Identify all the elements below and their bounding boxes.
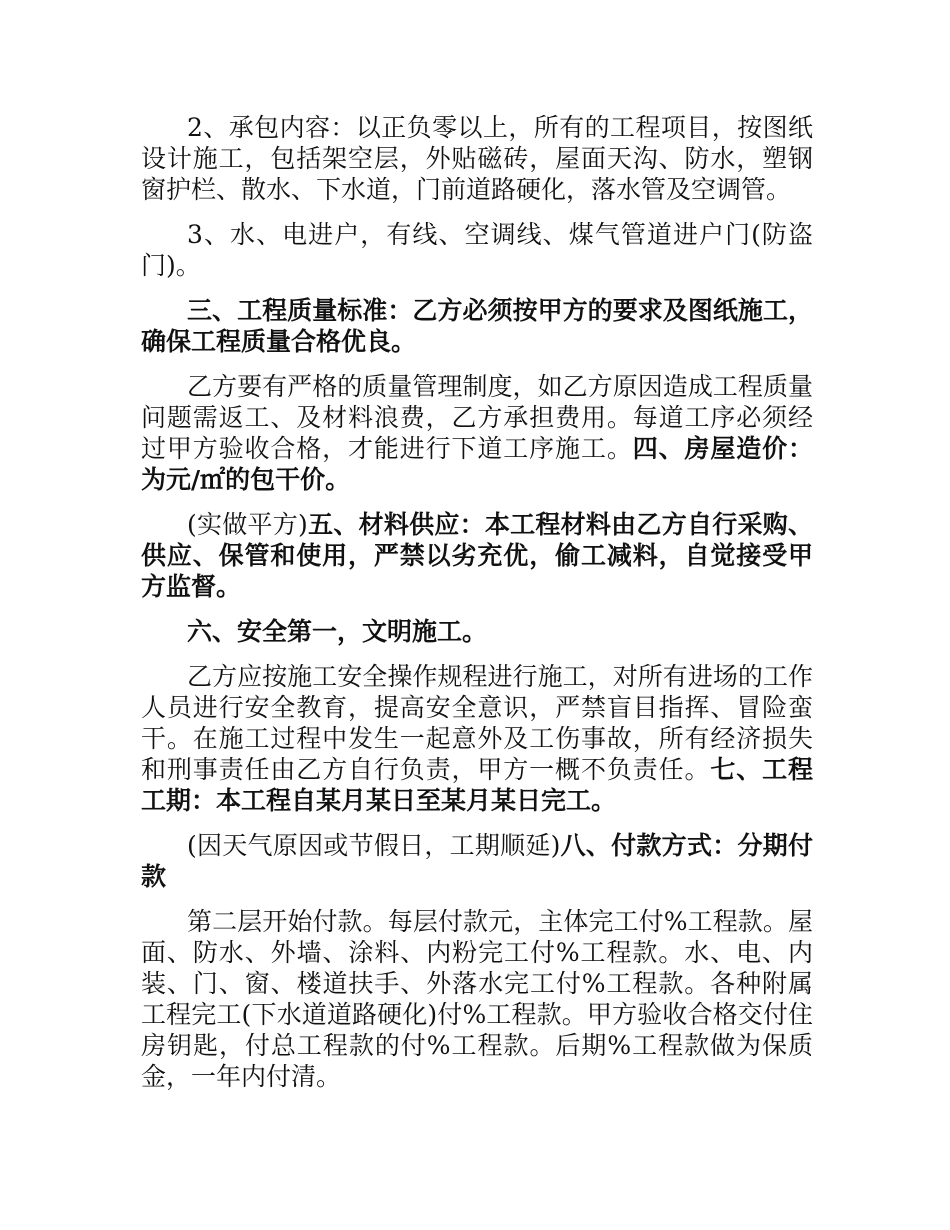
paragraph-quality-heading bbox=[141, 295, 813, 357]
section-heading: 五、材料供应：本工程材料由乙方自行采购、供应、保管和使用，严禁以劣充优，偷工减料，自觉接受甲方监督。 bbox=[141, 510, 813, 601]
text-segment: 乙方要有严格的质量管理制度，如乙方原因造成工程质量问题需返工、及材料浪费，乙方承担费用。每道工序必须经过甲方验收合格，才能进行下道工序施工。 bbox=[141, 372, 813, 463]
paragraph-materials bbox=[141, 509, 813, 602]
text-segment: 第二层开始付款。每层付款元，主体完工付%工程款。屋面、防水、外墙、涂料、内粉完工付%工程款。水、电、内装、门、窗、楼道扶手、外落水完工付%工程款。各种附属工程完工(下水道道路硬化)付%工程款。甲方验收合格交付住房钥匙，付总工程款的付%工程款。后期%工程款做为保质金，一年内付清。 bbox=[141, 907, 813, 1091]
paragraph-utilities bbox=[141, 219, 813, 281]
document-page bbox=[141, 112, 813, 1106]
text-segment: (因天气原因或节假日，工期顺延) bbox=[187, 831, 561, 860]
paragraph-schedule-payment bbox=[141, 830, 813, 892]
text-segment: (实做平方) bbox=[187, 510, 308, 539]
section-heading: 六、安全第一，文明施工。 bbox=[187, 617, 488, 646]
paragraph-payment-terms bbox=[141, 906, 813, 1092]
section-heading: 七、工程工期：本工程自某月某日至某月某日完工。 bbox=[141, 755, 813, 815]
paragraph-safety-heading bbox=[141, 616, 813, 647]
paragraph-contract-scope bbox=[141, 112, 813, 205]
text-segment: 2、承包内容：以正负零以上，所有的工程项目，按图纸设计施工，包括架空层，外贴磁砖，屋面天沟、防水，塑钢窗护栏、散水、下水道，门前道路硬化，落水管及空调管。 bbox=[141, 113, 813, 204]
paragraph-quality-management bbox=[141, 371, 813, 495]
text-segment: 乙方应按施工安全操作规程进行施工，对所有进场的工作人员进行安全教育，提高安全意识，严禁盲目指挥、冒险蛮干。在施工过程中发生一起意外及工伤事故，所有经济损失和刑事责任由乙方自行负责，甲方一概不负责任。 bbox=[141, 662, 813, 784]
text-segment: 3、水、电进户，有线、空调线、煤气管道进户门(防盗门)。 bbox=[141, 220, 813, 280]
section-heading: 三、工程质量标准：乙方必须按甲方的要求及图纸施工，确保工程质量合格优良。 bbox=[141, 296, 813, 356]
section-heading: 八、付款方式：分期付款 bbox=[141, 831, 813, 891]
paragraph-safety-rules bbox=[141, 661, 813, 816]
section-heading: 四、房屋造价：为元/㎡的包干价。 bbox=[141, 434, 813, 494]
